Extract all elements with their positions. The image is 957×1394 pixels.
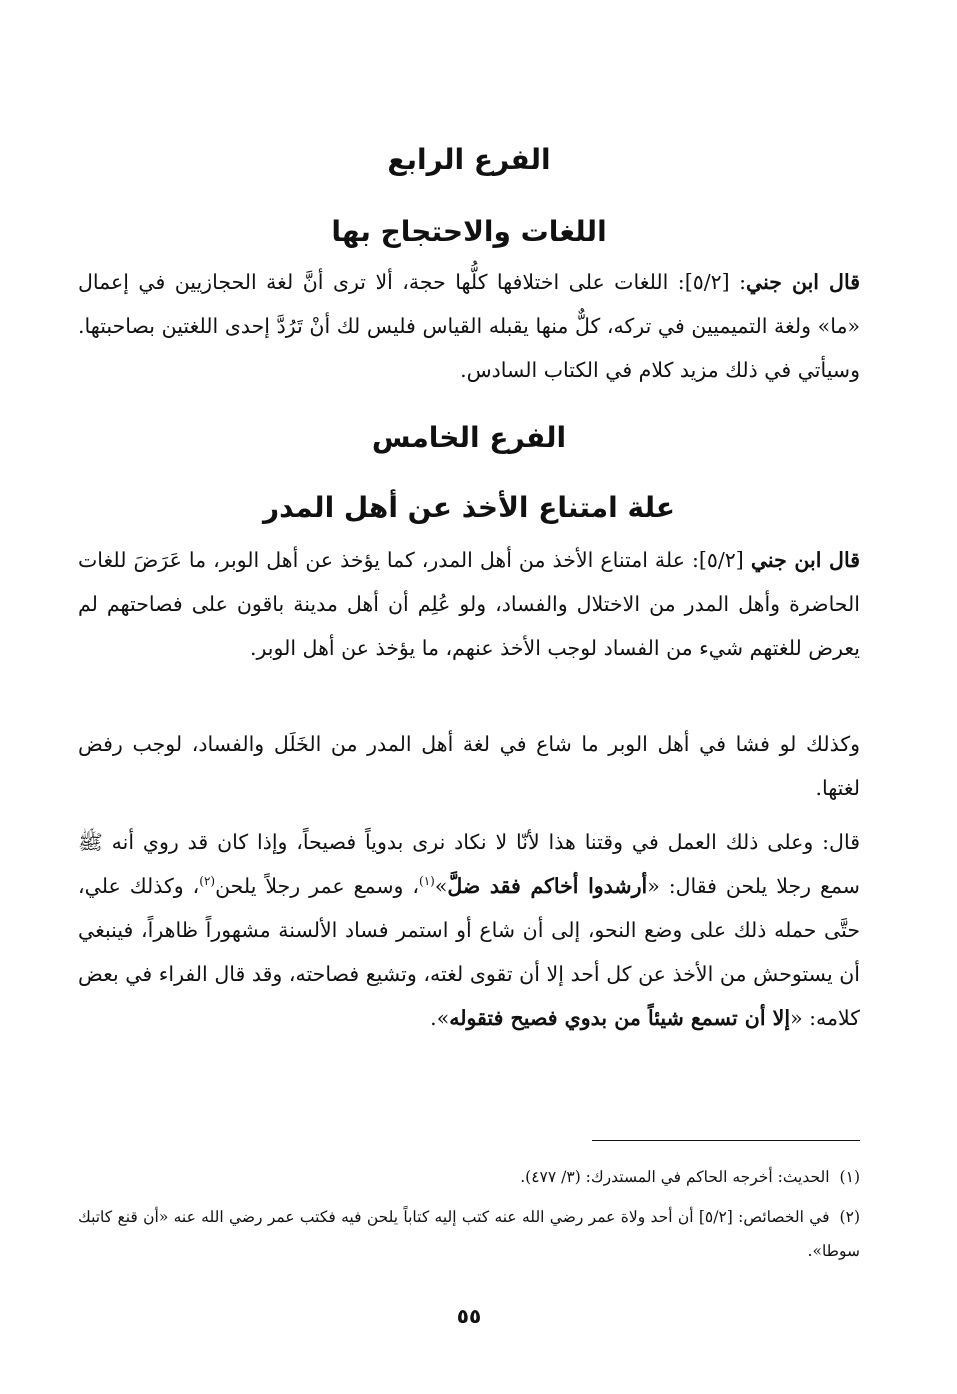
paragraph-text: ، وسمع عمر رجلاً يلحن [215, 874, 419, 898]
hadith-quote: أرشدوا أخاكم فقد ضلَّ [447, 874, 648, 898]
section4-heading: الفرع الرابع [387, 143, 551, 176]
paragraph-text: قال: وعلى ذلك العمل في وقتنا هذا لأنّا لا نكاد نرى بدوياً فصيحاً، وإذا كان قد روي أنه ﷺ سمع رجلا يلحن فقال: « [78, 830, 860, 898]
footnote-number: (١) [839, 1168, 860, 1186]
page-number: ٥٥ [456, 1304, 482, 1328]
footnote-ref-2[interactable]: (٢) [199, 874, 216, 889]
section5-paragraph-2: وكذلك لو فشا في أهل الوبر ما شاع في لغة أهل المدر من الخَلَل والفساد، لوجب رفض لغتها. [78, 732, 860, 800]
footnote-text: في الخصائص: [٥/٢] أن أحد ولاة عمر رضي الله عنه كتب إليه كتاباً يلحن فيه فكتب عمر رضي الله عنه «أن قنع كاتبك سوطا». [78, 1208, 860, 1260]
author-lead: قال ابن جني [750, 548, 860, 572]
book-page [78, 0, 860, 1394]
footnote-ref-1[interactable]: (١) [419, 874, 435, 889]
section4-paragraph [78, 260, 860, 392]
paragraph-text: ، وكذلك علي، حتَّى حمله ذلك على وضع النحو، إلى أن شاع أو استمر فساد الألسنة مشهوراً ظاهراً، فينبغي أن يستوحش من الأخذ عن كل أحد إلا أن تقوى لغته، وتشيع فصاحته، وقد قال الفراء في بعض كلامه: « [78, 874, 860, 1030]
author-lead: قال ابن جني [745, 270, 860, 294]
footnote-divider [592, 1140, 860, 1141]
farra-quote: إلا أن تسمع شيئاً من بدوي فصيح فتقوله [449, 1006, 791, 1030]
footnote-2 [78, 1200, 860, 1268]
section5-paragraph-3 [78, 820, 860, 1040]
paragraph-text: ». [430, 1006, 450, 1030]
footnote-number: (٢) [839, 1208, 860, 1226]
section5-title: علة امتناع الأخذ عن أهل المدر [262, 491, 675, 524]
paragraph-text: » [434, 874, 448, 898]
section5-heading: الفرع الخامس [371, 421, 567, 454]
section4-title: اللغات والاحتجاج بها [331, 215, 607, 248]
section5-paragraph-1 [78, 538, 860, 670]
footnote-text: الحديث: أخرجه الحاكم في المستدرك: (٣/ ٤٧٧). [520, 1168, 830, 1186]
paragraph-text: [٥/٢]: علة امتناع الأخذ من أهل المدر، كما يؤخذ عن أهل الوبر، ما عَرَضَ للغات الحاضرة وأهل المدر من الاختلال والفساد، ولو عُلِم أن أهل مدينة باقون على فصاحتهم لم يعرض للغتهم شيء من الفساد لوجب الأخذ عنهم، ما يؤخذ عن أهل الوبر. [78, 548, 860, 660]
paragraph-text: : [٥/٢]: اللغات على اختلافها كلُّها حجة، ألا ترى أنَّ لغة الحجازيين في إعمال «ما» ولغة التميميين في تركه، كلٌّ منها يقبله القياس فليس لك أنْ تَرُدَّ إحدى اللغتين بصاحبتها. وسيأتي في ذلك مزيد كلام في الكتاب السادس. [78, 270, 860, 382]
footnote-1 [78, 1160, 860, 1194]
